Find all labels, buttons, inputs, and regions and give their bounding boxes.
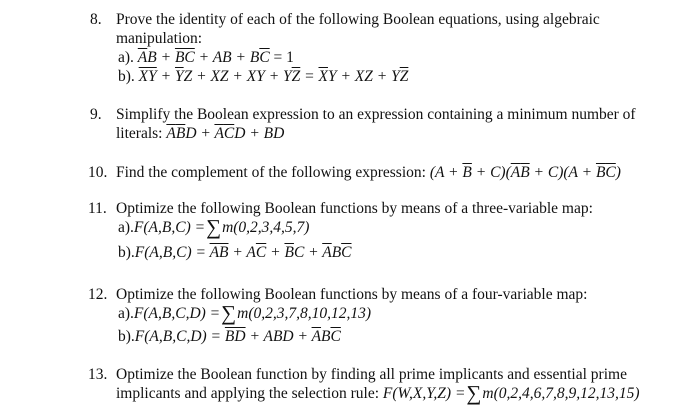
problem-sheet: 8. Prove the identity of each of the following Boolean equations, using algebraic manipulation: a). $\overline{A}B + \overline{BC}$ + AB + $B\overline{C} = 1$ b). $\overline{XY} + \overline{Y}Z$ + XZ + XY + $Y\overline{Z} = \overline{X}Y$ + XZ + $Y\overline{Z}$ 9. Simplify the Boolean expression to an expression containing a minimum number of literals: $\overline{A}\overline{B}D + \overline{A}\overline{C}D$ + BD 10. Find the complement of the following expression: $(A + \overline{B} + C)(\overline{A}\overline{B} + C)(A + \overline{B}\overline{C})$ 11. Optimize the following Boolean functions by means of a three-variable map: a).F(A,B,C) =∑m(0,2,3,4,5,7) $b).F(A,B,C) = \overline{AB} + A\overline{C} + \overline{B}C + \overline{A}B\overline{C}$ 12. Optimize the following Boolean functions by means of a four-variable map: a).F(A,B,C,D) =∑m(0,2,3,7,8,10,12,13) $b).F(A,B,C,D) = \overline{BD}$ + ABD + $\overline{A}B\overline{C}$ 13. Optimize the Boolean function by finding all prime implicants and essential prime implicants and applying the selection rule: F(W,X,Y,Z) =∑m(0,2,4,6,7,8,9,12,13,15) — [88, 11, 640, 405]
question-number: 11. — [88, 200, 107, 217]
question-text: manipulation: — [116, 30, 203, 47]
part-a: a).F(A,B,C) =∑m(0,2,3,4,5,7) — [118, 215, 310, 239]
question-number: 13. — [88, 366, 108, 383]
question-text: Prove the identity of each of the following Boolean equations, using algebraic — [116, 11, 600, 28]
question-text: Optimize the following Boolean functions by means of a four-variable map: — [116, 286, 588, 303]
question-text: Find the complement of the following expression: — [116, 164, 426, 181]
question-text: Optimize the following Boolean functions by means of a three-variable map: — [116, 200, 593, 217]
boolean-expression: $\overline{A}\overline{B}D + \overline{A}\overline{C}D$ + BD — [166, 125, 285, 142]
summation-icon: ∑ — [221, 301, 237, 325]
question-number: 10. — [88, 164, 108, 181]
summation-icon: ∑ — [466, 381, 482, 405]
part-b: $b).F(A,B,C) = \overline{AB} + A\overline{C} + \overline{B}C + \overline{A}B\overline{C}$ — [118, 244, 352, 261]
summation-icon: ∑ — [206, 215, 222, 239]
question-number: 8. — [90, 11, 102, 28]
question-text: literals: — [116, 125, 163, 142]
part-a: a).F(A,B,C,D) =∑m(0,2,3,7,8,10,12,13) — [118, 301, 372, 325]
part-b: $b).F(A,B,C,D) = \overline{BD}$ + ABD + $\overline{A}B\overline{C}$ — [118, 328, 341, 345]
part-b: b). $\overline{XY} + \overline{Y}Z$ + XZ + XY + $Y\overline{Z} = \overline{X}Y$ + XZ + $Y\overline{Z}$ — [118, 68, 409, 85]
question-text: Optimize the Boolean function by finding all prime implicants and essential prime — [116, 366, 627, 383]
question-number: 9. — [90, 106, 102, 123]
boolean-expression: $\overline{XY} + \overline{Y}Z$ + XZ + XY + $Y\overline{Z} = \overline{X}Y$ + XZ + $Y\overline{Z}$ — [138, 68, 409, 85]
boolean-expression: $(A + \overline{B} + C)(\overline{A}\overline{B} + C)(A + \overline{B}\overline{C})$ — [429, 164, 621, 181]
question-number: 12. — [88, 286, 108, 303]
question-text: implicants and applying the selection rule: — [116, 385, 380, 402]
question-text: Simplify the Boolean expression to an expression containing a minimum number of — [116, 106, 636, 123]
boolean-expression: $\overline{A}B + \overline{BC}$ + AB + $B\overline{C} = 1$ — [137, 49, 294, 66]
part-a: a). $\overline{A}B + \overline{BC}$ + AB + $B\overline{C} = 1$ — [118, 49, 294, 66]
